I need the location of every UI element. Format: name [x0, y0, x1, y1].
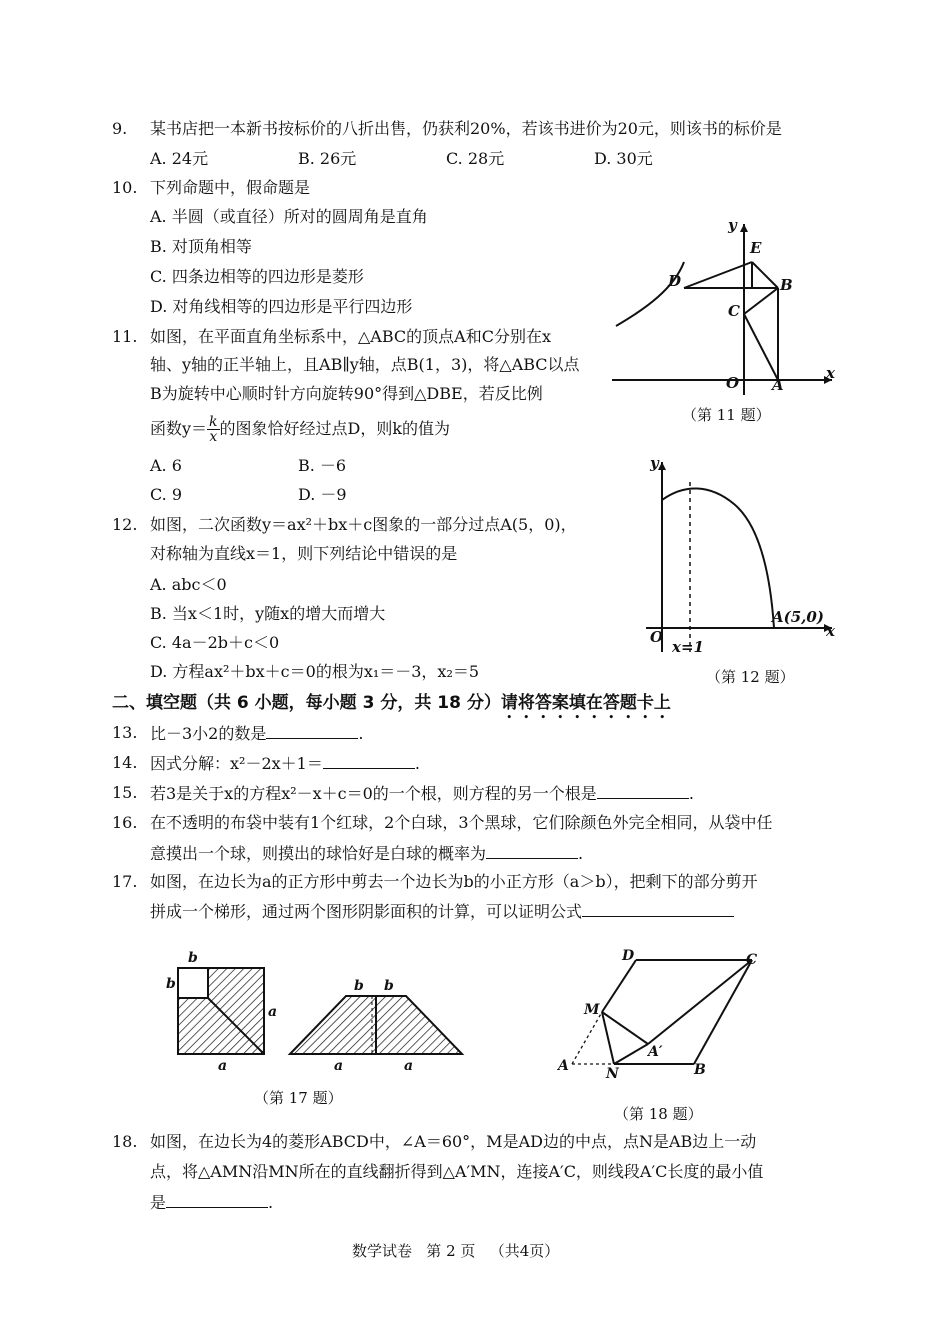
fig18-label-M: M [584, 1002, 600, 1018]
q16-line2 [150, 842, 583, 865]
q18-line2: 点，将△AMN沿MN所在的直线翻折得到△A′MN，连接A′C，则线段A′C长度的最小值 [150, 1162, 764, 1181]
figure-11 [612, 210, 842, 395]
fig11-label-D: D [668, 272, 682, 290]
q11-line2: 轴、y轴的正半轴上，且AB∥y轴，点B(1，3)，将△ABC以点 [150, 355, 580, 374]
section2-title: 二、填空题（共 6 小题，每小题 3 分，共 18 分） [112, 693, 501, 713]
q11-line3: B为旋转中心顺时针方向旋转90°得到△DBE，若反比例 [150, 384, 543, 403]
q11-line4 [150, 412, 450, 446]
fig18-label-C: C [746, 952, 758, 968]
fig17-label-b-left: b [166, 976, 176, 992]
q11-caption: （第 11 题） [682, 406, 771, 424]
section2-heading [112, 692, 671, 723]
q9-option-a: A. 24元 [150, 149, 209, 168]
q10-option-d: D. 对角线相等的四边形是平行四边形 [150, 297, 413, 316]
q16-number: 16. [112, 813, 138, 832]
page-footer: 数学试卷 第 2 页 （共4页） [352, 1242, 560, 1260]
q9-number: 9. [112, 119, 128, 138]
q10-stem: 下列命题中，假命题是 [150, 178, 311, 197]
q17-line1: 如图，在边长为a的正方形中剪去一个边长为b的小正方形（a＞b），把剩下的部分剪开 [150, 872, 758, 891]
fig17-label-b2: b [384, 978, 394, 994]
fig17-label-a-right: a [268, 1004, 278, 1020]
fig12-parabola [662, 488, 774, 628]
fig11-y-arrow [740, 224, 748, 232]
q15-stem: 若3是关于x的方程x²－x＋c＝0的一个根，则方程的另一个根是 [150, 784, 597, 803]
fig17-label-a1: a [334, 1058, 344, 1074]
fig17-label-b1: b [354, 978, 364, 994]
q11-option-a: A. 6 [150, 456, 182, 475]
q11-option-b: B. －6 [298, 456, 347, 475]
q11-line4-post: 的图象恰好经过点D，则k的值为 [219, 419, 451, 438]
fig18-seg-CB [694, 960, 752, 1064]
q13-number: 13. [112, 723, 138, 742]
fig18-seg-ApC [648, 960, 752, 1044]
q12-option-b: B. 当x＜1时，y随x的增大而增大 [150, 604, 386, 623]
fig18-seg-NAp [614, 1044, 648, 1064]
fig12-label-y: y [650, 454, 659, 472]
q11-line4-pre: 函数y＝ [150, 419, 208, 438]
figure-18 [556, 944, 768, 1078]
fig18-label-Ap: A′ [648, 1044, 663, 1060]
fig17-label-a2: a [404, 1058, 414, 1074]
q9-option-d: D. 30元 [594, 149, 653, 168]
q17-number: 17. [112, 872, 138, 891]
figure-17 [160, 950, 470, 1080]
fig12-label-x: x [826, 622, 835, 640]
q12-option-c: C. 4a－2b＋c＜0 [150, 633, 280, 652]
q17-caption: （第 17 题） [254, 1089, 343, 1107]
q16-stem: 意摸出一个球，则摸出的球恰好是白球的概率为 [150, 844, 487, 863]
fig11-label-x: x [826, 364, 835, 382]
fig17-small-square [178, 968, 208, 998]
fig18-seg-DM [602, 960, 636, 1012]
q11-fraction [207, 415, 219, 444]
q15-number: 15. [112, 783, 138, 802]
fig12-y-arrow [658, 462, 666, 470]
q9-stem: 某书店把一本新书按标价的八折出售，仍获利20%，若该书进价为20元，则该书的标价是 [150, 119, 782, 138]
fig18-label-D: D [622, 948, 635, 964]
fig11-label-A: A [772, 376, 784, 394]
q13-stem: 比－3小2的数是 [150, 724, 267, 743]
figure-12 [646, 452, 842, 662]
q11-number: 11. [112, 327, 138, 346]
q13-line [150, 722, 363, 745]
fig12-label-O: O [650, 628, 664, 646]
q10-option-a: A. 半圆（或直径）所对的圆周角是直角 [150, 207, 428, 226]
q16-line1: 在不透明的布袋中装有1个红球，2个白球，3个黑球，它们除颜色外完全相同，从袋中任 [150, 813, 773, 832]
q15-answer-blank [597, 782, 689, 799]
q11-option-d: D. －9 [298, 485, 347, 504]
section2-emphasis: 请将答案填在答题卡上 [500, 693, 671, 713]
fig18-label-A: A [558, 1058, 569, 1074]
q18-line1: 如图，在边长为4的菱形ABCD中，∠A＝60°，M是AD边的中点，点N是AB边上一动 [150, 1132, 757, 1151]
q12-caption: （第 12 题） [706, 668, 795, 686]
q18-caption: （第 18 题） [614, 1105, 703, 1123]
q15-line [150, 782, 694, 805]
fig11-seg-EB [752, 262, 778, 288]
q9-option-b: B. 26元 [298, 149, 357, 168]
q11-frac-denominator: x [209, 429, 218, 445]
fig18-label-B: B [694, 1062, 706, 1078]
fig11-seg-CB [744, 288, 778, 314]
q12-line2: 对称轴为直线x＝1，则下列结论中错误的是 [150, 544, 458, 563]
q18-end: . [268, 1193, 274, 1212]
q13-end: . [358, 724, 364, 743]
q17-line2 [150, 900, 734, 923]
q18-answer-blank [166, 1191, 268, 1208]
fig11-label-E: E [750, 239, 762, 257]
q14-line [150, 752, 420, 775]
fig17-label-a-bottom: a [218, 1058, 228, 1074]
fig17-label-b-top: b [188, 950, 198, 966]
q12-line1: 如图，二次函数y＝ax²＋bx＋c图象的一部分过点A(5，0)， [150, 515, 577, 534]
fig11-label-B: B [780, 276, 793, 294]
q10-option-b: B. 对顶角相等 [150, 237, 252, 256]
fig12-label-axis: x=1 [672, 638, 704, 656]
fig11-label-O: O [726, 374, 740, 392]
q18-stem-end: 是 [150, 1193, 167, 1212]
fig11-label-y: y [728, 216, 737, 234]
q14-end: . [414, 754, 420, 773]
q12-number: 12. [112, 515, 138, 534]
q18-number: 18. [112, 1132, 138, 1151]
q14-answer-blank [323, 752, 415, 769]
q16-answer-blank [486, 842, 578, 859]
q17-stem: 拼成一个梯形，通过两个图形阴影面积的计算，可以证明公式 [150, 902, 583, 921]
fig12-label-A: A(5,0) [772, 608, 824, 626]
q16-end: . [578, 844, 584, 863]
q18-line3 [150, 1191, 273, 1214]
q11-frac-numerator: k [209, 414, 218, 430]
q11-option-c: C. 9 [150, 485, 183, 504]
q12-option-a: A. abc＜0 [150, 575, 227, 594]
q13-answer-blank [266, 722, 358, 739]
q17-answer-blank [582, 900, 734, 917]
q10-number: 10. [112, 178, 138, 197]
fig11-label-C: C [728, 302, 740, 320]
fig11-seg-CA [744, 314, 778, 380]
q10-option-c: C. 四条边相等的四边形是菱形 [150, 267, 364, 286]
q12-option-d: D. 方程ax²＋bx＋c＝0的根为x₁＝－3，x₂＝5 [150, 662, 480, 681]
q11-line1: 如图，在平面直角坐标系中，△ABC的顶点A和C分别在x [150, 327, 551, 346]
q14-number: 14. [112, 753, 138, 772]
fig18-label-N: N [606, 1066, 619, 1078]
q14-stem: 因式分解：x²－2x＋1＝ [150, 754, 323, 773]
q15-end: . [688, 784, 694, 803]
fig11-seg-DE [684, 262, 752, 288]
q9-option-c: C. 28元 [446, 149, 505, 168]
fig18-dash-AM [572, 1012, 602, 1064]
